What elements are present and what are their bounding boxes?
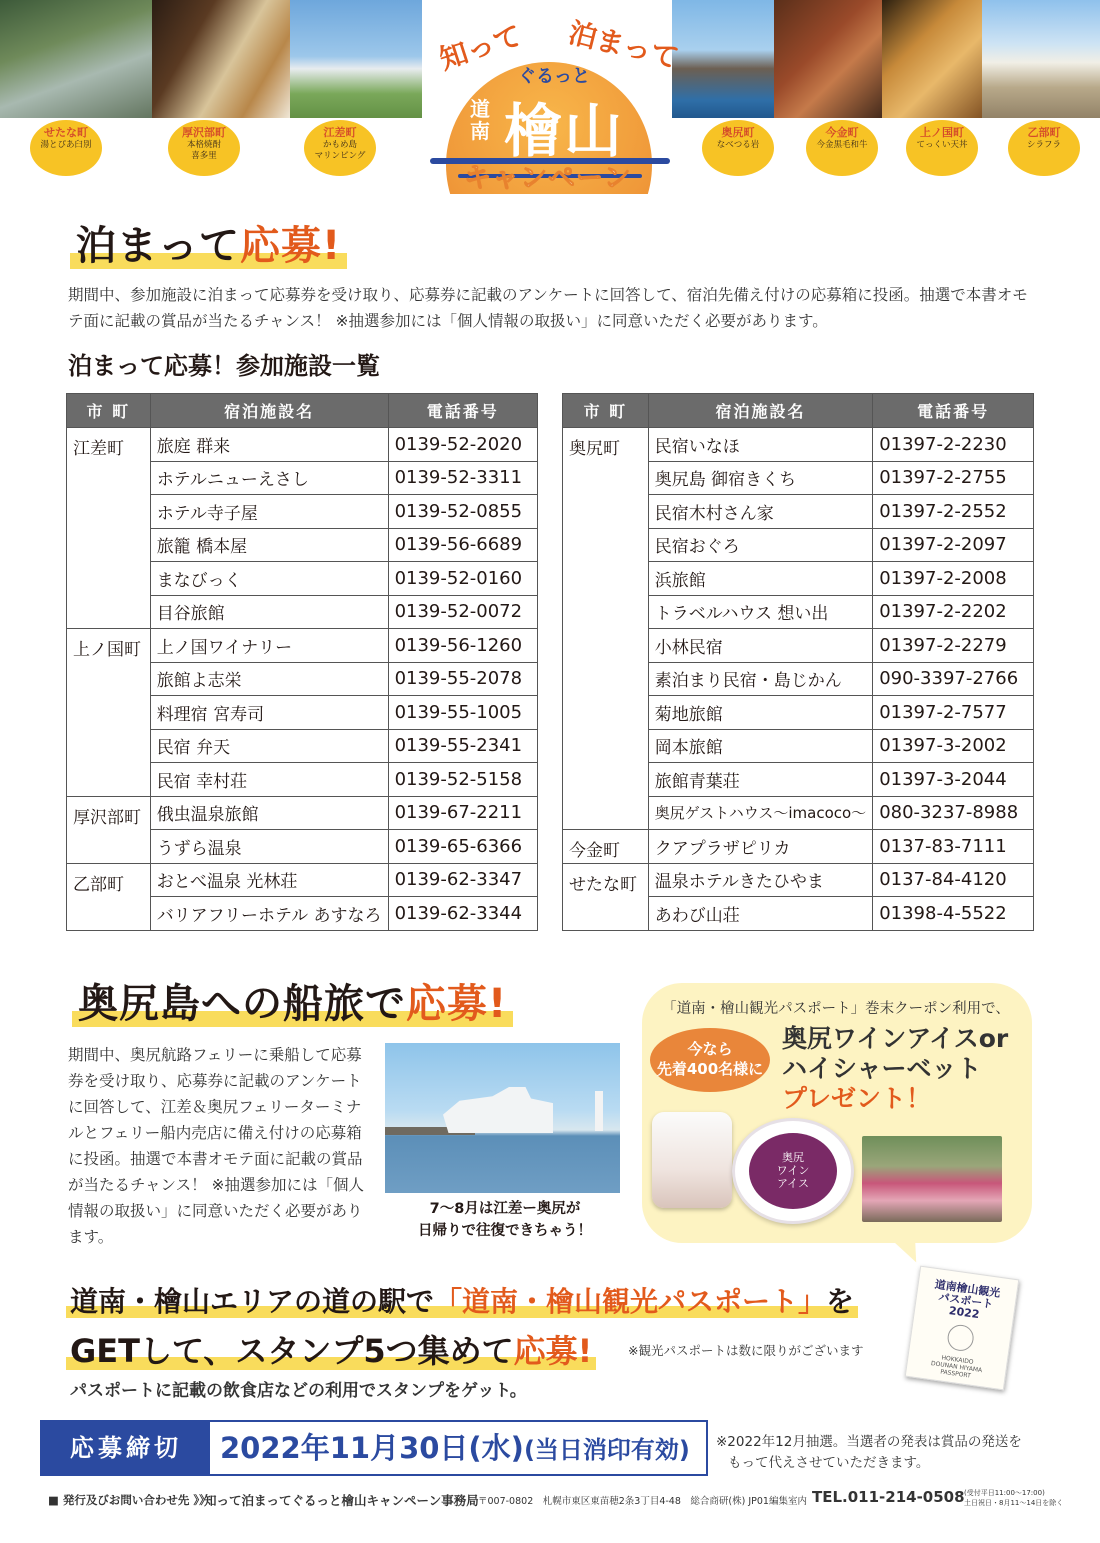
facility-name-cell: 奥尻島 御宿きくち [648,461,872,495]
deadline-label: 応募締切 [42,1422,210,1474]
city-cell: 乙部町 [67,863,151,930]
logo-text-shitte: 知って [435,18,526,77]
tel-cell: 01397-2-2202 [873,595,1034,629]
facility-table-body [67,428,538,931]
tel-cell: 0139-56-6689 [388,528,537,562]
badge-line: 今なら [687,1040,733,1058]
facility-name-cell: うずら温泉 [150,830,388,864]
tel-cell: 01397-2-2008 [873,562,1034,596]
stay-description: 期間中、参加施設に泊まって応募券を受け取り、応募券に記載のアンケートに回答して、宿泊先備え付けの応募箱に投函。抽選で本書オモテ面に記載の賞品が当たるチャンス！ ※抽選参加には「個人情報の取扱い」に同意いただく必要があります。 [68,286,1028,330]
title-text: 奥尻島への船旅で [78,981,406,1027]
wine-ice-cup [732,1118,854,1224]
spot-town: 江差町 [323,126,357,139]
column-header-facility: 宿泊施設名 [150,394,388,428]
logo-text-tomatte: 泊まって [565,15,682,76]
deadline-date [220,1422,690,1476]
wagyu-photo [774,0,882,125]
city-cell: 奥尻町 [563,428,649,830]
facility-name-cell: 岡本旅館 [648,729,872,763]
tendon-photo [882,0,982,125]
passport-name-highlight: 「道南・檜山観光パスポート」 [434,1285,827,1318]
facility-name-cell: 料理宿 宮寿司 [150,696,388,730]
facility-name-cell: 民宿 弁天 [150,729,388,763]
prize-line: ハイシャーベット [782,1054,982,1083]
city-cell: せたな町 [563,863,649,930]
passport-note: ※観光パスポートは数に限りがございます [628,1343,864,1358]
sherbet-pack-photo [862,1136,1002,1222]
booklet-emblem [946,1323,975,1352]
spot-name: なべつる岩 [716,140,760,150]
prize-line: 奥尻ワインアイスor [782,1024,1009,1053]
tel-cell: 01397-2-7577 [873,696,1034,730]
lighthouse [595,1091,603,1131]
facility-name-cell: クアプラザピリカ [648,830,872,864]
passport-booklet [905,1266,1020,1391]
title-text-highlight: 応募 [406,981,488,1027]
nabetsuru-rock-photo [672,0,774,125]
tel-cell: 0139-56-1260 [388,629,537,663]
logo-text-campaign: キャンペーン [464,163,632,194]
tel-cell: 0139-67-2211 [388,796,537,830]
spot-badge [1008,120,1080,176]
tel-cell: 01397-2-2279 [873,629,1034,663]
passport-text-highlight: 応募 [513,1332,578,1370]
tel-cell: 0139-65-6366 [388,830,537,864]
facility-list-title: 泊まって応募！参加施設一覧 [68,352,380,380]
facility-name-cell: ホテル寺子屋 [150,495,388,529]
tel-cell: 0139-55-1005 [388,696,537,730]
tel-cell: 0139-55-2078 [388,662,537,696]
column-header-city: 市 町 [67,394,151,428]
deadline-suffix: (当日消印有効) [523,1436,690,1464]
facility-name-cell: 民宿 幸村荘 [150,763,388,797]
facility-name-cell: 奥尻ゲストハウス〜imacoco〜 [648,796,872,830]
column-header-tel: 電話番号 [873,394,1034,428]
tel-cell: 0139-52-0160 [388,562,537,596]
hours-line: 土日祝日・8月11〜14日を除く [964,1499,1064,1507]
city-cell: 江差町 [67,428,151,629]
hours-line: (受付平日11:00〜17:00) [964,1489,1045,1497]
footer-address: 〒007-0802 札幌市東区東苗穂2条3丁目4-48 総合商研(株) JP01編集室内 [478,1496,807,1507]
city-cell: 今金町 [563,830,649,864]
tel-cell: 0139-52-5158 [388,763,537,797]
spot-town: 奥尻町 [721,126,755,139]
facility-name-cell: 旅籠 橋本屋 [150,528,388,562]
onsen-photo [0,0,152,125]
footer [48,1488,1068,1510]
spot-badge [906,120,978,176]
caption-line: 日帰りで往復できちゃう！ [418,1223,592,1239]
facility-row [67,796,538,830]
facility-name-cell: 旅館よ志栄 [150,662,388,696]
tel-cell: 0139-52-2020 [388,428,537,462]
facility-name-cell: 民宿おぐろ [648,528,872,562]
tel-cell: 01397-2-2552 [873,495,1034,529]
facility-table-body [563,428,1034,931]
passport-text: 道南・檜山エリアの道の駅で [70,1285,435,1318]
deadline-note [716,1432,1022,1474]
footer-office: 知って泊まってぐるっと檜山キャンペーン事務局 [204,1493,479,1508]
facility-name-cell: トラベルハウス 想い出 [648,595,872,629]
facility-name-cell: おとべ温泉 光林荘 [150,863,388,897]
caption-line: 7〜8月は江差ー奥尻が [429,1201,581,1217]
campaign-header [0,0,1100,200]
footer-tel: TEL.011-214-0508 [812,1488,965,1506]
facility-row [67,863,538,897]
footer-hours [964,1488,1063,1508]
sherbet-cup-photo [652,1112,732,1208]
spot-badge [304,120,376,176]
tel-cell: 0139-52-0855 [388,495,537,529]
facility-table-right [562,393,1034,931]
campaign-logo [418,10,682,192]
passport-text: GETして、スタンプ5つ集めて [70,1332,514,1370]
coupon-heading: 「道南・檜山観光パスポート」巻末クーポン利用で、 [662,1001,1010,1017]
city-cell: 上ノ国町 [67,629,151,797]
facility-name-cell: 素泊まり民宿・島じかん [648,662,872,696]
spot-badge [168,120,240,176]
stay-section-title [76,214,341,271]
column-header-tel: 電話番号 [388,394,537,428]
tel-cell: 0137-84-4120 [873,863,1034,897]
facility-name-cell: 旅館青葉荘 [648,763,872,797]
passport-stamp-info: パスポートに記載の飲食店などの利用でスタンプをゲット。 [70,1381,527,1401]
passport-line-2 [70,1326,592,1372]
facility-name-cell: 俄虫温泉旅館 [150,796,388,830]
passport-exclamation: ! [577,1332,593,1370]
ferry-description: 期間中、奥尻航路フェリーに乗船して応募券を受け取り、応募券に記載のアンケートに回答して、江差＆奥尻フェリーターミナルとフェリー船内売店に備え付けの応募箱に投函。抽選で本書オモテ面に記載の賞品が当たるチャンス！ ※抽選参加には「個人情報の取扱い」に同意いただく必要があります。 [68,1046,364,1246]
spot-name: 今金黒毛和牛 [816,140,868,150]
spot-town: 乙部町 [1027,126,1061,139]
deadline-date-text: 2022年11月30日(水) [220,1431,524,1465]
spot-name: シラフラ [1026,140,1061,150]
shochu-photo [152,0,290,125]
facility-name-cell: 上ノ国ワイナリー [150,629,388,663]
facility-row [67,428,538,462]
tel-cell: 01397-2-2230 [873,428,1034,462]
glamping-photo [290,0,422,125]
note-line: ※2022年12月抽選。当選者の発表は賞品の発送を [716,1434,1022,1450]
spot-town: 厚沢部町 [182,126,226,139]
tel-cell: 0139-52-0072 [388,595,537,629]
spot-town: せたな町 [44,126,88,139]
tel-cell: 0139-62-3344 [388,897,537,931]
spot-badge [702,120,774,176]
city-cell: 厚沢部町 [67,796,151,863]
tel-cell: 01397-2-2755 [873,461,1034,495]
passport-text: を [826,1285,855,1318]
tel-cell: 0139-62-3347 [388,863,537,897]
title-exclamation: ! [322,223,342,269]
first-come-badge [650,1028,770,1092]
ferry-ship [443,1087,553,1133]
tel-cell: 090-3397-2766 [873,662,1034,696]
tel-cell: 080-3237-8988 [873,796,1034,830]
facility-row [67,629,538,663]
prize-line-present: プレゼント！ [782,1084,932,1113]
spot-town: 今金町 [825,126,859,139]
facility-name-cell: まなびっく [150,562,388,596]
tel-cell: 0137-83-7111 [873,830,1034,864]
facility-name-cell: 目谷旅館 [150,595,388,629]
spot-name: 湯とぴあ臼別 [40,140,92,150]
shirafura-photo [982,0,1100,125]
title-text-highlight: 応募 [240,223,322,269]
spot-badge [806,120,878,176]
deadline-box [40,1420,708,1476]
tel-cell: 01397-3-2044 [873,763,1034,797]
facility-table-left [66,393,538,931]
note-line: もって代えさせていただきます。 [728,1455,930,1471]
logo-text-hiyama: 檜山 [504,97,625,165]
facility-name-cell: 旅庭 群来 [150,428,388,462]
badge-line: 先着400名様に [656,1060,764,1078]
logo-text-gurutto: ぐるっと [518,66,590,87]
passport-line-1 [70,1280,854,1320]
tel-cell: 01397-3-2002 [873,729,1034,763]
spot-name: てっくい天丼 [916,140,968,150]
facility-name-cell: あわび山荘 [648,897,872,931]
prize-text [782,1024,1008,1114]
booklet-title: 道南檜山観光 パスポート 2022 [933,1277,1002,1322]
facility-name-cell: 温泉ホテルきたひやま [648,863,872,897]
cup-label: 奥尻 ワイン アイス [749,1133,837,1209]
column-header-facility: 宿泊施設名 [648,394,872,428]
footer-label: ■ 発行及びお問い合わせ先 》》 [48,1493,211,1507]
facility-name-cell: ホテルニューえさし [150,461,388,495]
tel-cell: 0139-52-3311 [388,461,537,495]
ferry-section-title [78,972,507,1029]
spot-badge [30,120,102,176]
facility-row [563,863,1034,897]
facility-name-cell: 民宿いなほ [648,428,872,462]
facility-name-cell: 浜旅館 [648,562,872,596]
tel-cell: 01397-2-2097 [873,528,1034,562]
tel-cell: 01398-4-5522 [873,897,1034,931]
facility-name-cell: 菊地旅館 [648,696,872,730]
facility-row [563,428,1034,462]
ferry-photo [385,1043,620,1193]
logo-text-dounan: 道南 [470,97,490,143]
facility-name-cell: 小林民宿 [648,629,872,663]
ferry-caption [390,1198,620,1242]
facility-row [563,830,1034,864]
spot-name: かもめ島 マリンピング [314,140,366,161]
facility-name-cell: バリアフリーホテル あすなろ [150,897,388,931]
facility-name-cell: 民宿木村さん家 [648,495,872,529]
spot-town: 上ノ国町 [920,126,964,139]
tel-cell: 0139-55-2341 [388,729,537,763]
column-header-city: 市 町 [563,394,649,428]
title-exclamation: ! [488,981,508,1027]
booklet-subtitle: HOKKAIDO DOUNAN HIYAMA PASSPORT [930,1354,983,1380]
title-text: 泊まって [76,223,240,269]
spot-name: 本格焼酎 喜多里 [186,140,221,161]
